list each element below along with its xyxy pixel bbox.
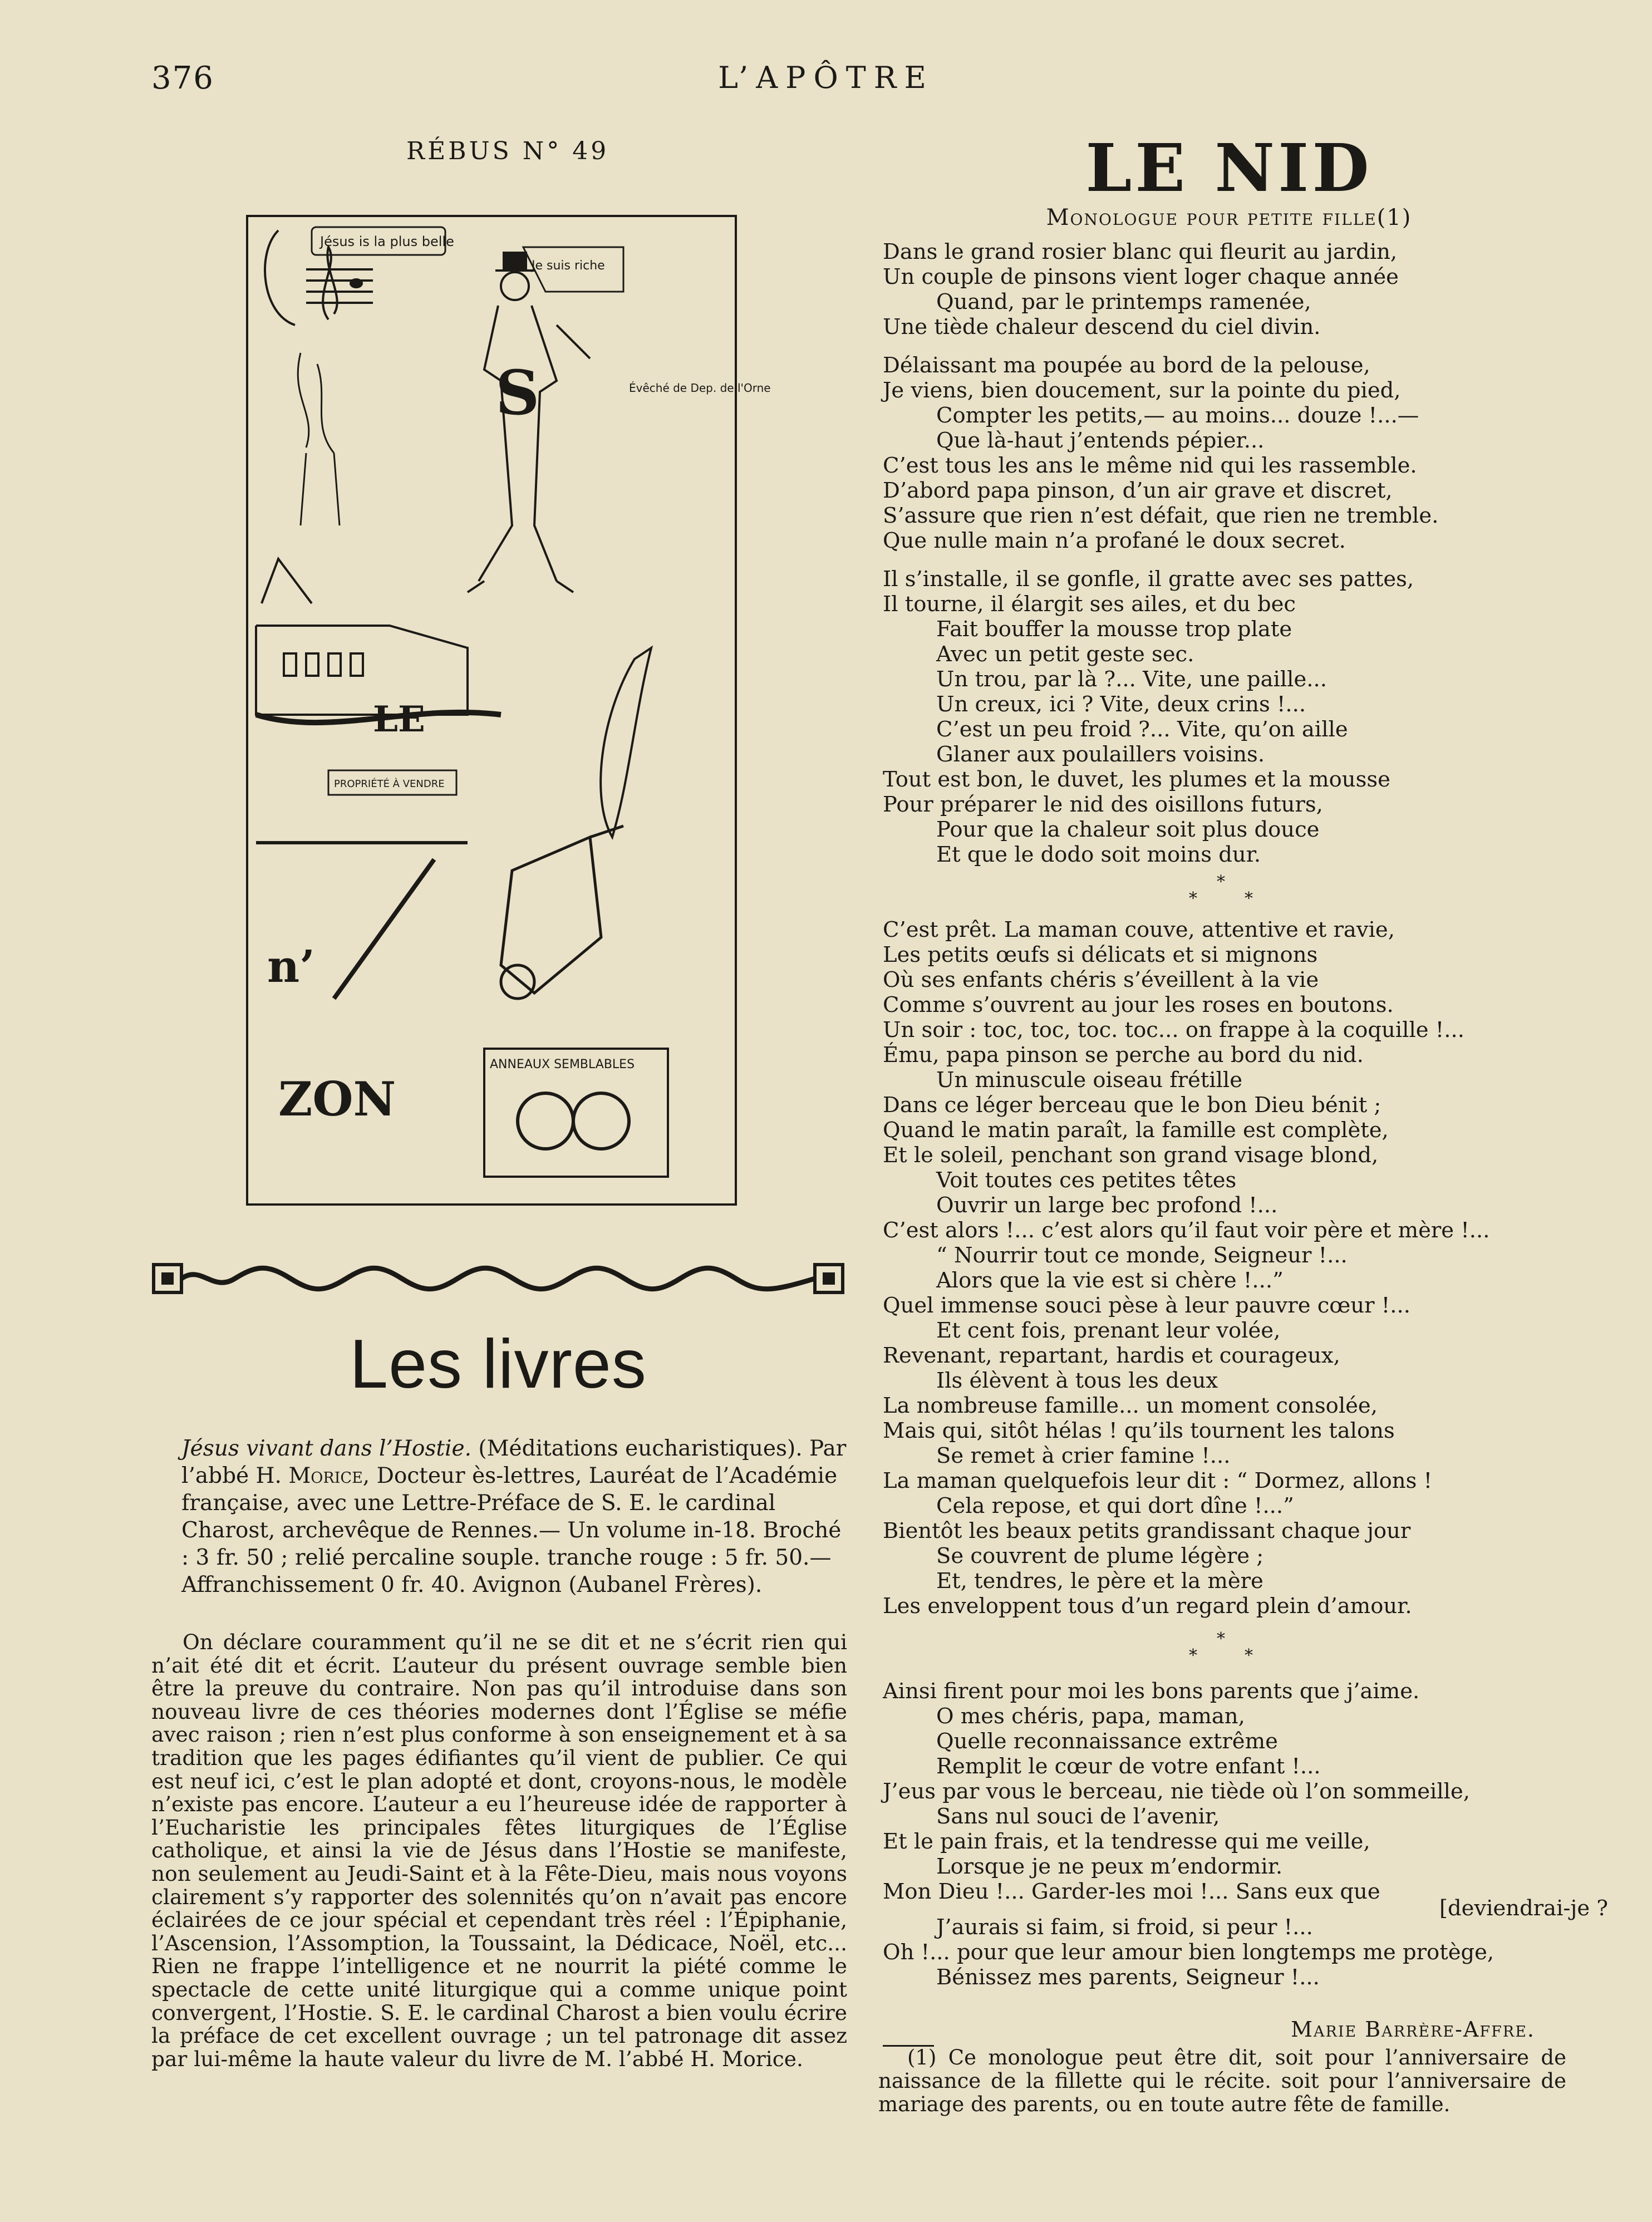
book-reference <box>181 1435 847 1599</box>
book-ref-text-1: (Méditations eucharistiques). Par l’abbé H. <box>181 1436 847 1488</box>
poem-line: Que là-haut j’entends pépier... <box>936 428 1265 453</box>
poem-line: Se remet à crier famine !... <box>936 1443 1231 1468</box>
poem-line: O mes chéris, papa, maman, <box>936 1704 1245 1729</box>
poem-line: Un trou, par là ?... Vite, une paille... <box>936 667 1327 692</box>
poem-line: Les enveloppent tous d’un regard plein d’amour. <box>883 1594 1412 1619</box>
poem-line: C’est alors !... c’est alors qu’il faut voir père et mère !... <box>883 1218 1490 1243</box>
rebus-illustration <box>245 214 771 1208</box>
star: * <box>1217 1629 1225 1649</box>
poem-line: Avec un petit geste sec. <box>936 642 1194 667</box>
poem-line: Revenant, repartant, hardis et courageux, <box>883 1343 1340 1368</box>
poem-line: Pour préparer le nid des oisillons futurs, <box>883 792 1323 817</box>
star: * <box>1245 1646 1253 1665</box>
poem-line: Fait bouffer la mousse trop plate <box>936 617 1292 642</box>
poem-line: Ainsi firent pour moi les bons parents que j’aime. <box>883 1679 1420 1704</box>
poem-line: Sans nul souci de l’avenir, <box>936 1804 1220 1829</box>
poem-line: “ Nourrir tout ce monde, Seigneur !... <box>936 1243 1348 1268</box>
star: * <box>1189 889 1197 908</box>
poem-line: S’assure que rien n’est défait, que rien ne tremble. <box>883 503 1439 528</box>
review-paragraph: On déclare couramment qu’il ne se dit et ne s’écrit rien qui n’ait été dit et écrit. L’auteur du présent ouvrage semble bien être la preuve du contraire. Non pas qu’il introduise dans son nouveau livre de ces théories modernes dont l’Église se méfie avec raison ; rien n’est plus conforme à son enseignement et à sa tradition que les pages édifiantes qu’il vient de publier. Ce qui est neuf ici, c’est le plan adopté et dont, croyons-nous, le modèle n’existe pas encore. L’auteur a eu l’heureuse idée de rapporter à l’Eucharistie les principales fêtes liturgiques de l’Église catholique, et ainsi la vie de Jésus dans l’Hostie se manifeste, non seulement au Jeudi-Saint et à la Fête-Dieu, mais nous voyons clairement s’y rapporter des solennités qu’on n’avait pas encore éclairées de ce jour spécial et cependant très réel : l’Épiphanie, l’Ascension, l’Assomption, la Toussaint, la Dédicace, Noël, etc... Rien ne frappe l’intelligence et ne nourrit la piété comme le spectacle de cette unité liturgique qui a comme unique point convergent, l’Hostie. S. E. le cardinal Charost a bien voulu écrire la préface de cet excellent ouvrage ; un tel patronage dit assez par lui-même la haute valeur du livre de M. l’abbé H. Morice. <box>151 1630 847 2071</box>
poem-line: Tout est bon, le duvet, les plumes et la mousse <box>883 767 1390 792</box>
poem-line: Pour que la chaleur soit plus douce <box>936 817 1320 842</box>
poem-line: Voit toutes ces petites têtes <box>936 1168 1237 1193</box>
ring-left-icon <box>518 1093 573 1149</box>
poem-line: Il s’installe, il se gonfle, il gratte avec ses pattes, <box>883 567 1414 592</box>
poem-line: Se couvrent de plume légère ; <box>936 1543 1264 1569</box>
poem-line: Dans le grand rosier blanc qui fleurit au jardin, <box>883 239 1398 264</box>
poem-line: Un couple de pinsons vient loger chaque année <box>883 264 1399 289</box>
poem-line: C’est un peu froid ?... Vite, qu’on aille <box>936 717 1348 742</box>
poem-line: La maman quelquefois leur dit : “ Dormez, allons ! <box>883 1468 1433 1493</box>
poem-line: Et le soleil, penchant son grand visage blond, <box>883 1143 1379 1168</box>
poem-line: Glaner aux poulaillers voisins. <box>936 742 1265 767</box>
sign-propriete-text: PROPRIÉTÉ À VENDRE <box>334 778 445 790</box>
feather-drawing <box>601 648 651 837</box>
poem-line: J’eus par vous le berceau, nie tiède où l’on sommeille, <box>883 1779 1470 1804</box>
poem-line: Et, tendres, le père et la mère <box>936 1569 1263 1594</box>
star: * <box>1189 1646 1197 1665</box>
poem-line: Un soir : toc, toc, toc. toc... on frappe à la coquille !... <box>883 1017 1464 1043</box>
bubble-riche-text: Je suis riche <box>532 259 605 273</box>
poem-line: Remplit le cœur de votre enfant !... <box>936 1754 1321 1779</box>
wheelbarrow-drawing <box>501 826 623 999</box>
poem-line: La nombreuse famille... un moment consolée, <box>883 1393 1378 1418</box>
rebus-letter-s: S <box>495 357 540 429</box>
poem-line: Quelle reconnaissance extrême <box>936 1729 1278 1754</box>
star: * <box>1245 889 1253 908</box>
rebus-word-n: n’ <box>267 940 316 992</box>
poem-line: Alors que la vie est si chère !...” <box>936 1268 1284 1293</box>
poem-line: Lorsque je ne peux m’endormir. <box>936 1854 1283 1879</box>
poem-line: J’aurais si faim, si froid, si peur !... <box>936 1915 1313 1940</box>
poem-line: Bientôt les beaux petits grandissant chaque jour <box>883 1518 1411 1543</box>
poem-line: Je viens, bien doucement, sur la pointe du pied, <box>883 378 1401 403</box>
poem-line: Quand le matin paraît, la famille est complète, <box>883 1118 1389 1143</box>
poem-line: Quand, par le printemps ramenée, <box>936 289 1311 314</box>
poem-line: Et cent fois, prenant leur volée, <box>936 1318 1281 1343</box>
poem-line: Délaissant ma poupée au bord de la pelouse, <box>883 353 1370 378</box>
books-section-title: Les livres <box>350 1326 647 1403</box>
poem-line: Et le pain frais, et la tendresse qui me veille, <box>883 1829 1370 1854</box>
bubble-belle-text: Jésus is la plus belle <box>320 234 454 249</box>
poem-line: Les petits œufs si délicats et si mignons <box>883 942 1318 967</box>
star: * <box>1217 872 1225 892</box>
sign-eveche-text: Évêché de Dep. de l'Orne <box>629 381 771 395</box>
decorative-divider <box>151 1259 845 1298</box>
poem-line: Oh !... pour que leur amour bien longtemps me protège, <box>883 1940 1494 1965</box>
poem-line: Comme s’ouvrent au jour les roses en boutons. <box>883 992 1394 1017</box>
poem-line: Où ses enfants chéris s’éveillent à la vie <box>883 967 1319 992</box>
book-review <box>151 1631 847 2071</box>
woman-figure-drawing <box>298 353 340 525</box>
poem-line: [deviendrai-je ? <box>1439 1896 1609 1921</box>
poem-line: Que nulle main n’a profané le doux secret. <box>883 528 1346 553</box>
book-title: Jésus vivant dans l’Hostie. <box>181 1436 471 1461</box>
poem-line: Bénissez mes parents, Seigneur !... <box>936 1965 1320 1990</box>
running-title: L’APÔTRE <box>718 60 934 95</box>
poem-line: C’est prêt. La maman couve, attentive et ravie, <box>883 917 1395 942</box>
rebus-title: RÉBUS N° 49 <box>406 137 609 165</box>
poem-line: Un minuscule oiseau frétille <box>936 1068 1242 1093</box>
poem-line: D’abord papa pinson, d’un air grave et discret, <box>883 478 1393 503</box>
poem-body <box>883 239 1609 1990</box>
asterism <box>883 867 1601 917</box>
asterism <box>883 1619 1601 1679</box>
poem-signature: Marie Barrère-Affre. <box>1291 2017 1535 2042</box>
stick-drawing <box>334 859 434 999</box>
poem-line: Mais qui, sitôt hélas ! qu’ils tournent les talons <box>883 1418 1395 1443</box>
anneaux-text: ANNEAUX SEMBLABLES <box>490 1058 635 1071</box>
footnote-text: (1) Ce monologue peut être dit, soit pour l’anniversaire de naissance de la fillette qui le récite. soit pour l’anniversaire de mariage des parents, ou en toute autre fête de famille. <box>878 2046 1566 2116</box>
ring-right-icon <box>573 1093 629 1149</box>
poem-line: Compter les petits,— au moins... douze !...— <box>936 403 1419 428</box>
poem-line: Ému, papa pinson se perche au bord du nid. <box>883 1043 1364 1068</box>
poem-line: Quel immense souci pèse à leur pauvre cœur !... <box>883 1293 1410 1318</box>
footnote <box>878 2046 1566 2116</box>
poem-line: Mon Dieu !... Garder-les moi !... Sans eux que <box>883 1879 1380 1904</box>
book-ref-text-2: , Docteur ès-lettres, Lauréat de l’Académie française, avec une Lettre-Préface de S. E. le cardinal Charost, archevêque de Rennes.— Un volume in-18. Broché : 3 fr. 50 ; relié percaline souple. tranche rouge : 5 fr. 50.— Affranchissement 0 fr. 40. Avignon (Aubanel Frères). <box>181 1463 842 1597</box>
poem-line: Ouvrir un large bec profond !... <box>936 1193 1278 1218</box>
poem-line: Un creux, ici ? Vite, deux crins !... <box>936 692 1306 717</box>
poem-line: Et que le dodo soit moins dur. <box>936 842 1261 867</box>
poem-line: C’est tous les ans le même nid qui les rassemble. <box>883 453 1417 478</box>
poem-line: Il tourne, il élargit ses ailes, et du bec <box>883 592 1296 617</box>
poem-line: Dans ce léger berceau que le bon Dieu bénit ; <box>883 1093 1381 1118</box>
rebus-word-zon: ZON <box>278 1071 396 1127</box>
page-number: 376 <box>151 60 214 96</box>
poem-line: Une tiède chaleur descend du ciel divin. <box>883 314 1321 340</box>
rebus-word-le: LE <box>373 699 425 740</box>
poem-subtitle: Monologue pour petite fille(1) <box>1046 205 1412 230</box>
poem-line: Cela repose, et qui dort dîne !...” <box>936 1493 1294 1518</box>
book-author: Morice <box>288 1463 363 1488</box>
poem-title: LE NID <box>1085 129 1373 207</box>
poem-line: Ils élèvent à tous les deux <box>936 1368 1218 1393</box>
